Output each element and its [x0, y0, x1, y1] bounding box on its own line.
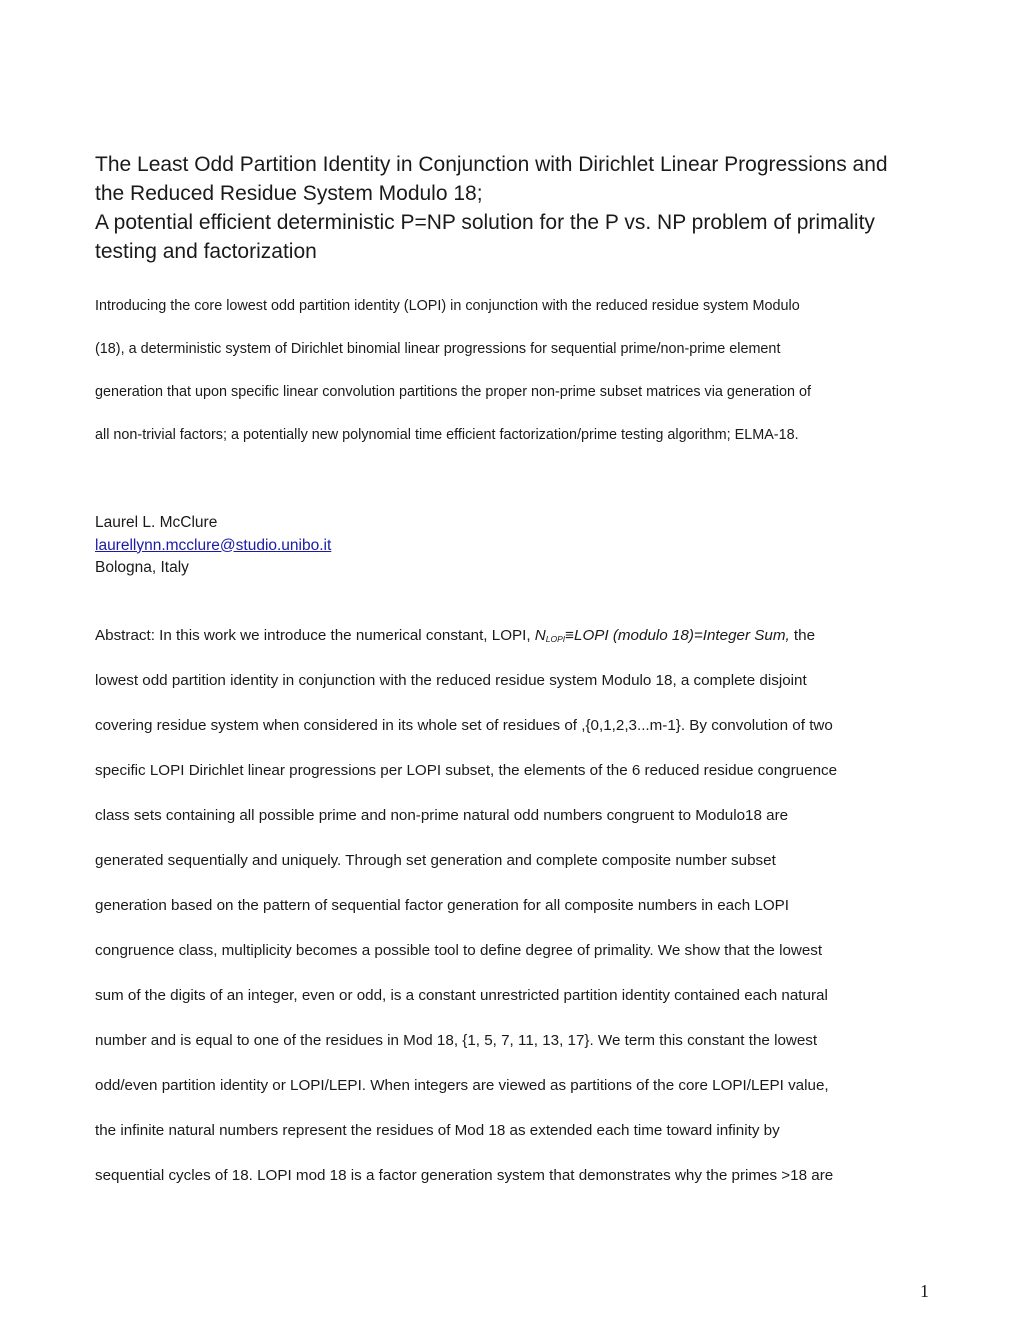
intro-line: Introducing the core lowest odd partition identity (LOPI) in conjunction with the reduced residue system Modulo	[95, 298, 800, 314]
author-email-link[interactable]: laurellynn.mcclure@studio.unibo.it	[95, 536, 332, 554]
abstract-paragraph	[95, 623, 945, 1208]
abstract-line: covering residue system when considered in its whole set of residues of ,{0,1,2,3...m-1}. By convolution of two	[95, 717, 833, 734]
author-name: Laurel L. McClure	[95, 514, 218, 531]
abstract-line: lowest odd partition identity in conjunction with the reduced residue system Modulo 18, a complete disjoint	[95, 672, 807, 689]
intro-line: (18), a deterministic system of Dirichlet binomial linear progressions for sequential prime/non-prime element	[95, 341, 781, 357]
title-line: The Least Odd Partition Identity in Conjunction with Dirichlet Linear Progressions and	[95, 153, 888, 176]
abstract-prefix: Abstract: In this work we introduce the numerical constant, LOPI,	[95, 627, 535, 644]
intro-paragraph	[95, 294, 945, 466]
title-line: testing and factorization	[95, 240, 317, 263]
title-line: A potential efficient deterministic P=NP solution for the P vs. NP problem of primality	[95, 211, 875, 234]
page-number: 1	[920, 1281, 929, 1301]
abstract-line: congruence class, multiplicity becomes a possible tool to define degree of primality. We show that the lowest	[95, 942, 823, 959]
abstract-line: class sets containing all possible prime and non-prime natural odd numbers congruent to Modulo18 are	[95, 807, 789, 824]
author-block	[95, 512, 331, 580]
abstract-line: specific LOPI Dirichlet linear progressions per LOPI subset, the elements of the 6 reduced residue congruence	[95, 762, 838, 779]
abstract-line: generation based on the pattern of sequential factor generation for all composite numbers in each LOPI	[95, 897, 789, 914]
abstract-first-line	[95, 623, 945, 668]
abstract-suffix: the	[789, 627, 816, 644]
abstract-line: sequential cycles of 18. LOPI mod 18 is a factor generation system that demonstrates why the primes >18 are	[95, 1167, 834, 1184]
title-line: the Reduced Residue System Modulo 18;	[95, 182, 483, 205]
author-location: Bologna, Italy	[95, 559, 189, 576]
lopi-formula: ≡LOPI (modulo 18)=Integer Sum,	[565, 627, 790, 644]
abstract-line: generated sequentially and uniquely. Through set generation and complete composite number subset	[95, 852, 776, 869]
abstract-line: sum of the digits of an integer, even or odd, is a constant unrestricted partition identity contained each natural	[95, 987, 828, 1004]
abstract-line: odd/even partition identity or LOPI/LEPI. When integers are viewed as partitions of the core LOPI/LEPI value,	[95, 1077, 829, 1094]
lopi-subscript: LOPI	[545, 634, 566, 644]
intro-line: generation that upon specific linear convolution partitions the proper non-prime subset matrices via generation of	[95, 384, 811, 400]
intro-line: all non-trivial factors; a potentially new polynomial time efficient factorization/prime testing algorithm; ELMA-18.	[95, 427, 799, 443]
abstract-line: number and is equal to one of the residues in Mod 18, {1, 5, 7, 11, 13, 17}. We term this constant the lowest	[95, 1032, 818, 1049]
lopi-symbol: N	[534, 627, 546, 644]
abstract-line: the infinite natural numbers represent the residues of Mod 18 as extended each time toward infinity by	[95, 1122, 780, 1139]
paper-title	[95, 150, 935, 266]
